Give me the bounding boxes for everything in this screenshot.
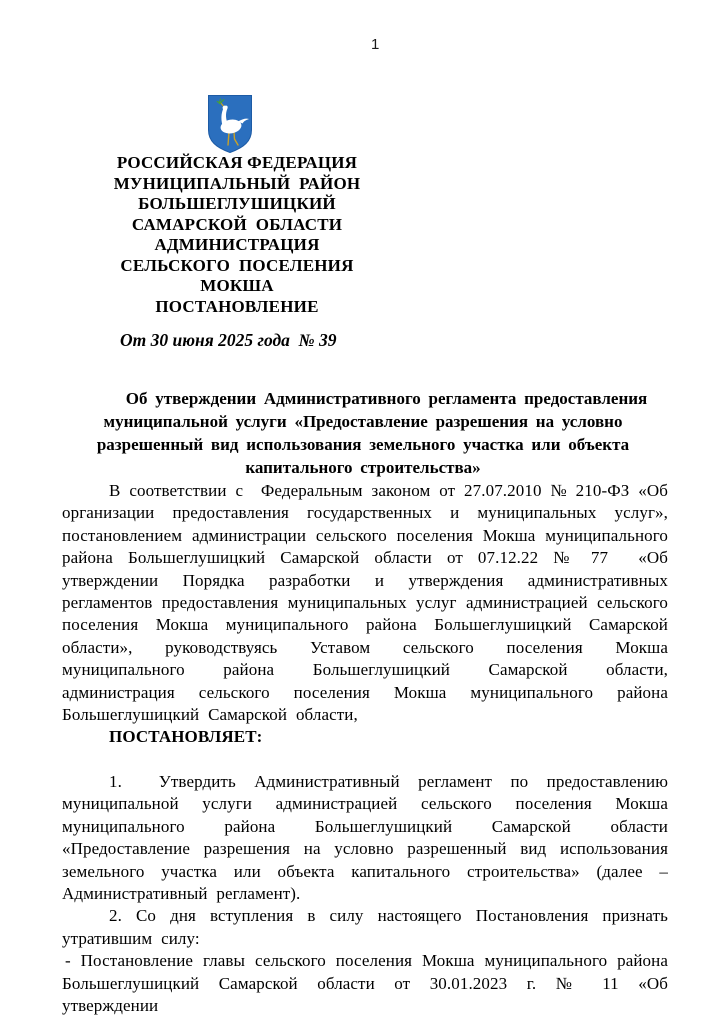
org-header-line: МОКША: [200, 276, 274, 295]
org-header-line: РОССИЙСКАЯ ФЕДЕРАЦИЯ: [116, 153, 358, 172]
document-date-number: От 30 июня 2025 года № 39: [120, 330, 337, 350]
org-header-line: БОЛЬШЕГЛУШИЦКИЙ: [138, 194, 336, 213]
coat-of-arms-crane-icon: [207, 94, 253, 154]
org-header-line: СЕЛЬСКОГО ПОСЕЛЕНИЯ: [120, 255, 354, 275]
org-header-line: МУНИЦИПАЛЬНЫЙ РАЙОН: [113, 173, 361, 193]
org-header-line: САМАРСКОЙ ОБЛАСТИ: [131, 214, 343, 234]
document-title: Об утверждении Административного регламента предоставления муниципальной услуги «Предоставление разрешения на условно разрешенный вид использования земельного участка или объекта капитального строительства»: [96, 389, 648, 477]
clause-2-dash-paragraph: - Постановление главы сельского поселения Мокша муниципального района Большеглушицкий Самарской области от 30.01.2023 г. № 11 «Об утверждении: [62, 951, 677, 1015]
resolve-word: ПОСТАНОВЛЯЕТ:: [109, 727, 263, 747]
org-header-line: ПОСТАНОВЛЕНИЕ: [155, 296, 319, 316]
page-number: 1: [371, 36, 380, 53]
clause-1-paragraph: 1. Утвердить Административный регламент по предоставлению муниципальной услуги администрацией сельского поселения Мокша муниципального района Большеглушицкий Самарской области «Предоставление разрешения на условно разрешенный вид использования земельного участка или объекта капитального строительства» (далее – Административный регламент).: [62, 771, 677, 903]
org-header: [102, 153, 372, 317]
preamble-paragraph: В соответствии с Федеральным законом от 27.07.2010 № 210-ФЗ «Об организации предоставления государственных и муниципальных услуг», постановлением администрации сельского поселения Мокша муниципального района Большеглушицкий Самарской области от 07.12.22 № 77 «Об утверждении Порядка разработки и утверждения административных регламентов предоставления муниципальных услуг администрацией сельского поселения Мокша муниципального района Большеглушицкий Самарской области», руководствуясь Уставом сельского поселения Мокша муниципального района Большеглушицкий Самарской области, администрация сельского поселения Мокша муниципального района Большеглушицкий Самарской области,: [62, 481, 677, 725]
document-body: [62, 480, 677, 1017]
clause-2-paragraph: 2. Со дня вступления в силу настоящего Постановления признать утратившим силу:: [62, 906, 677, 948]
org-header-line: АДМИНИСТРАЦИЯ: [154, 235, 320, 254]
